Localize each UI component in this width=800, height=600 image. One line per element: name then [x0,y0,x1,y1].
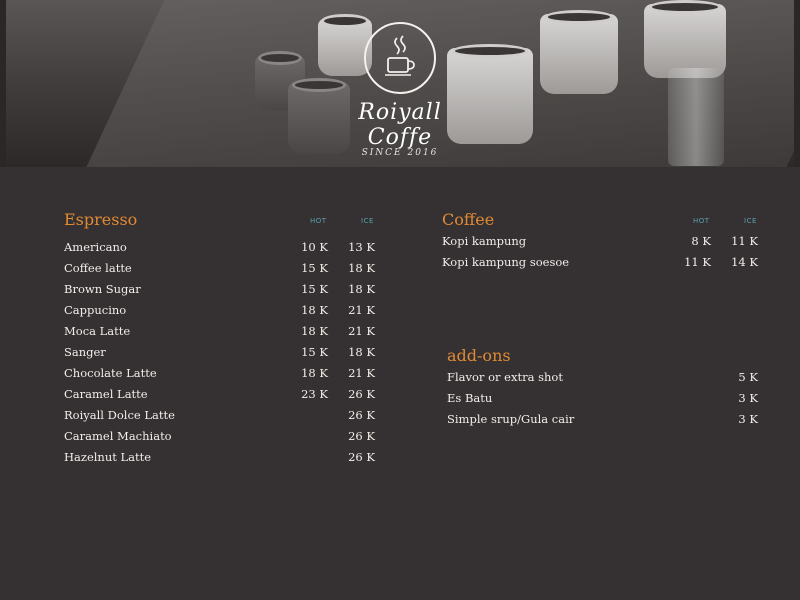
menu-item-row [447,391,767,412]
brand-name: Roiyall Coffe [358,100,442,150]
menu-item-row [447,370,767,391]
hero-edge-left [0,0,6,167]
ice-column-header: ICE [744,217,757,225]
menu-item-row [64,303,384,324]
menu-item-row [64,261,384,282]
menu-item-row [64,345,384,366]
item-name: Simple srup/Gula cair [447,412,575,426]
item-name: Flavor or extra shot [447,370,563,384]
menu-item-row [447,412,767,433]
item-ice-price: 21 K [348,303,375,317]
item-name: Caramel Latte [64,387,148,401]
brand-logo [340,22,460,158]
section-title: Coffee [442,210,495,229]
item-hot-price: 23 K [301,387,328,401]
menu-item-row [442,255,762,276]
brand-since: SINCE 2016 [361,148,439,158]
item-name: Es Batu [447,391,493,405]
hero-edge-right [794,0,800,167]
item-name: Hazelnut Latte [64,450,152,464]
item-hot-price: 18 K [301,324,328,338]
hot-column-header: HOT [310,217,327,225]
cup-image [540,14,618,94]
item-hot-price: 11 K [684,255,711,269]
item-hot-price: 15 K [301,282,328,296]
menu-item-row [442,234,762,255]
item-ice-price: 11 K [731,234,758,248]
item-ice-price: 21 K [348,324,375,338]
item-hot-price: 10 K [301,240,328,254]
item-hot-price: 15 K [301,261,328,275]
menu-item-row [64,240,384,261]
item-ice-price: 21 K [348,366,375,380]
item-name: Kopi kampung soesoe [442,255,570,269]
item-name: Coffee latte [64,261,132,275]
item-name: Chocolate Latte [64,366,157,380]
section-title: Espresso [64,210,138,229]
menu-item-row [64,282,384,303]
section-title: add-ons [447,346,511,365]
item-name: Roiyall Dolce Latte [64,408,175,422]
item-name: Americano [64,240,127,254]
item-hot-price: 8 K [691,234,711,248]
menu-item-row [64,408,384,429]
menu-item-row [64,366,384,387]
logo-badge [364,22,436,94]
espresso-section [64,210,384,480]
cup-image [644,4,726,78]
item-ice-price: 18 K [348,345,375,359]
item-name: Moca Latte [64,324,131,338]
item-ice-price: 13 K [348,240,375,254]
item-name: Brown Sugar [64,282,141,296]
item-name: Kopi kampung [442,234,527,248]
menu-item-row [64,387,384,408]
item-hot-price: 18 K [301,303,328,317]
item-ice-price: 26 K [348,387,375,401]
menu-item-row [64,429,384,450]
item-price: 3 K [738,412,758,426]
ice-column-header: ICE [361,217,374,225]
item-name: Sanger [64,345,106,359]
item-ice-price: 26 K [348,429,375,443]
glass-image [668,68,724,166]
steaming-cup-icon [380,34,420,78]
hero-photo [0,0,800,167]
item-ice-price: 26 K [348,408,375,422]
item-ice-price: 26 K [348,450,375,464]
item-ice-price: 18 K [348,261,375,275]
addons-section [447,346,767,446]
coffee-section [442,210,762,290]
item-price: 3 K [738,391,758,405]
hot-column-header: HOT [693,217,710,225]
item-hot-price: 18 K [301,366,328,380]
item-price: 5 K [738,370,758,384]
item-ice-price: 14 K [731,255,758,269]
item-name: Caramel Machiato [64,429,172,443]
item-name: Cappucino [64,303,127,317]
item-hot-price: 15 K [301,345,328,359]
item-ice-price: 18 K [348,282,375,296]
menu-item-row [64,324,384,345]
menu-item-row [64,450,384,471]
